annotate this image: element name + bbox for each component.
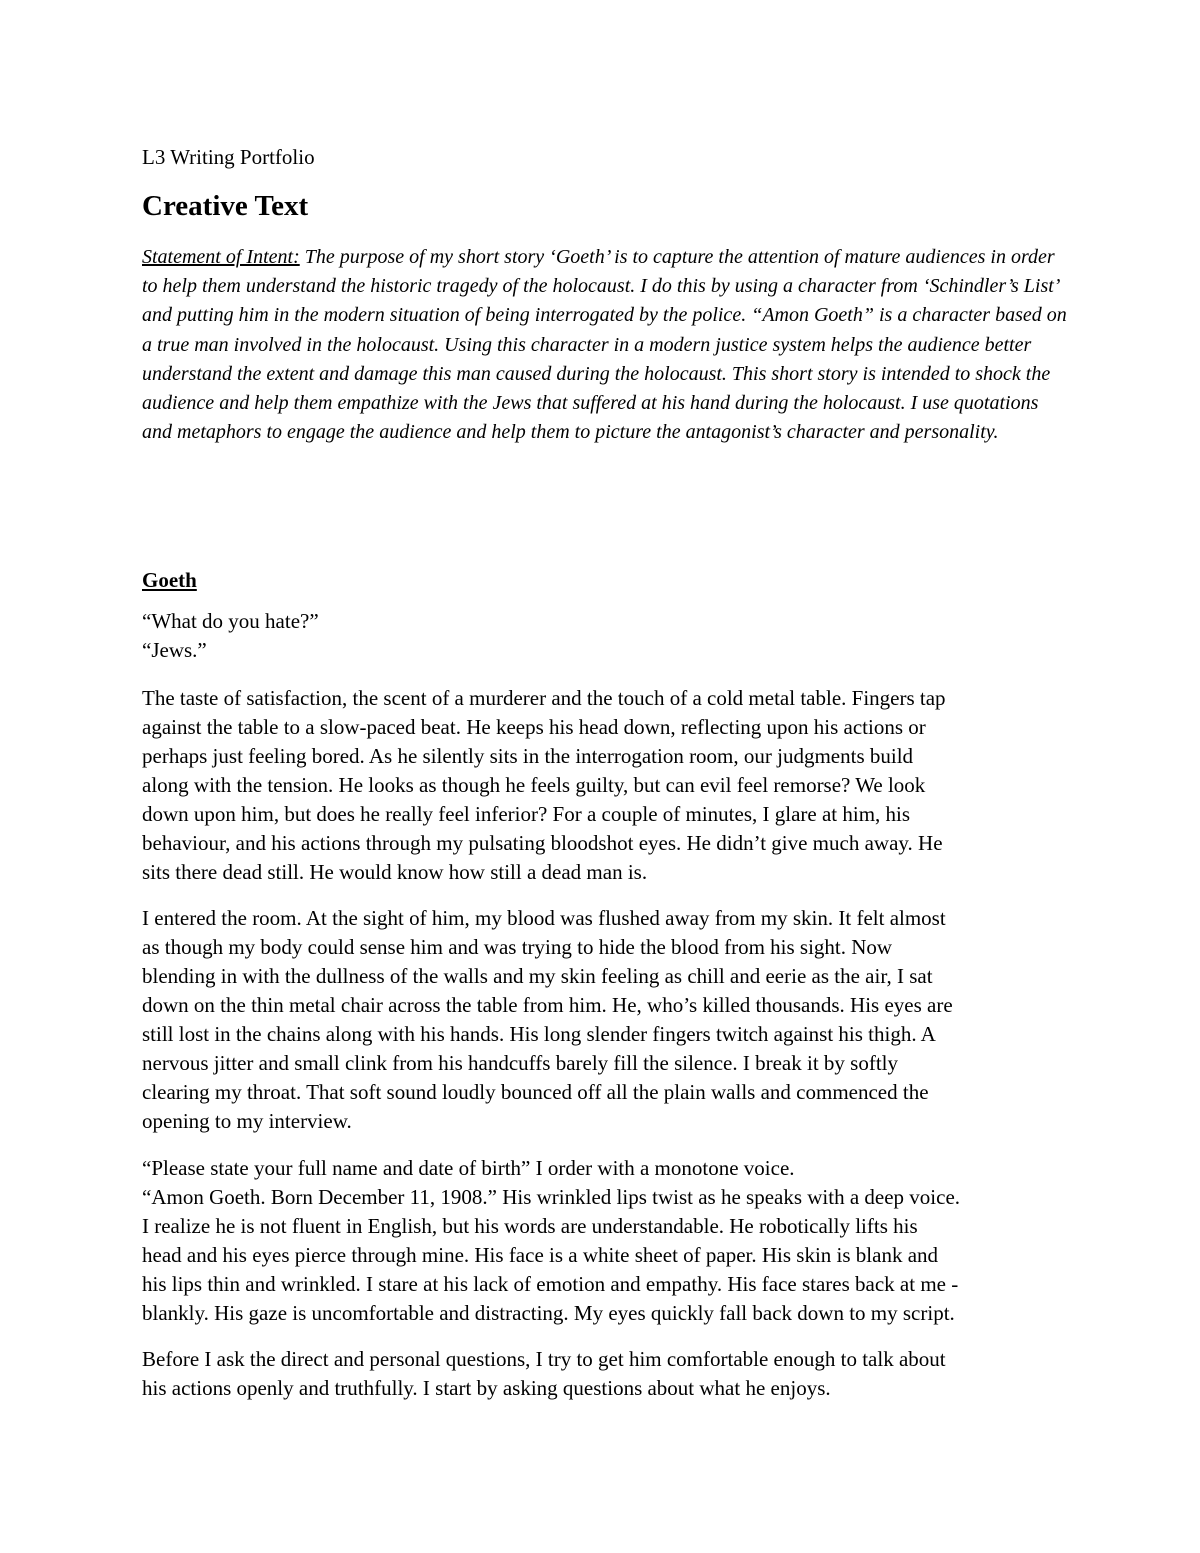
text-line: along with the tension. He looks as though he feels guilty, but can evil feel remorse? We look	[142, 773, 926, 797]
text-line: I entered the room. At the sight of him, my blood was flushed away from my skin. It felt almost	[142, 906, 946, 930]
text-line: still lost in the chains along with his hands. His long slender fingers twitch against his thigh. A	[142, 1022, 936, 1046]
text-line: I realize he is not fluent in English, but his words are understandable. He robotically lifts his	[142, 1214, 918, 1238]
text-line: his actions openly and truthfully. I start by asking questions about what he enjoys.	[142, 1376, 831, 1400]
text-line: nervous jitter and small clink from his handcuffs barely fill the silence. I break it by softly	[142, 1051, 898, 1075]
text-line: opening to my interview.	[142, 1109, 352, 1133]
dialogue-line-question: “What do you hate?”	[142, 609, 319, 633]
text-line: down on the thin metal chair across the table from him. He, who’s killed thousands. His eyes are	[142, 993, 953, 1017]
text-line: perhaps just feeling bored. As he silently sits in the interrogation room, our judgments build	[142, 744, 914, 768]
portfolio-header: L3 Writing Portfolio	[142, 145, 315, 169]
text-line: down upon him, but does he really feel inferior? For a couple of minutes, I glare at him, his	[142, 802, 911, 826]
text-line: Before I ask the direct and personal questions, I try to get him comfortable enough to talk about	[142, 1347, 946, 1371]
statement-label: Statement of Intent:	[142, 246, 300, 268]
text-line: blending in with the dullness of the walls and my skin feeling as chill and eerie as the air, I sat	[142, 964, 933, 988]
dialogue-line-answer: “Jews.”	[142, 638, 207, 662]
text-line: against the table to a slow-paced beat. He keeps his head down, reflecting upon his actions or	[142, 715, 926, 739]
text-line: The taste of satisfaction, the scent of a murderer and the touch of a cold metal table. Fingers tap	[142, 686, 946, 710]
text-line: his lips thin and wrinkled. I stare at his lack of emotion and empathy. His face stares back at me -	[142, 1272, 959, 1296]
statement-text: The purpose of my short story ‘Goeth’ is to capture the attention of mature audiences in order to help them understand the historic tragedy of the holocaust. I do this by using a character from ‘Schindler’s List’ and putting him in the modern situation of being interrogated by the police. “Amon Goeth” is a character based on a true man involved in the holocaust. Using this character in a modern justice system helps the audience better understand the extent and damage this man caused during the holocaust. This short story is intended to shock the audience and help them empathize with the Jews that suffered at his hand during the holocaust. I use quotations and metaphors to engage the audience and help them to picture the antagonist’s character and personality.	[142, 246, 1067, 444]
text-line: sits there dead still. He would know how still a dead man is.	[142, 860, 648, 884]
text-line: clearing my throat. That soft sound loudly bounced off all the plain walls and commenced the	[142, 1080, 929, 1104]
text-line: “Please state your full name and date of birth” I order with a monotone voice.	[142, 1156, 795, 1180]
paragraph-3	[142, 1154, 1077, 1328]
statement-of-intent	[142, 243, 1072, 447]
paragraph-2	[142, 904, 1077, 1136]
story-title: Goeth	[142, 568, 197, 592]
text-line: behaviour, and his actions through my pulsating bloodshot eyes. He didn’t give much away. He	[142, 831, 943, 855]
paragraph-4	[142, 1345, 1077, 1403]
page-title: Creative Text	[142, 190, 309, 222]
text-line: head and his eyes pierce through mine. His face is a white sheet of paper. His skin is blank and	[142, 1243, 939, 1267]
paragraph-1	[142, 684, 1077, 887]
text-line: as though my body could sense him and was trying to hide the blood from his sight. Now	[142, 935, 893, 959]
text-line: “Amon Goeth. Born December 11, 1908.” His wrinkled lips twist as he speaks with a deep voice.	[142, 1185, 961, 1209]
text-line: blankly. His gaze is uncomfortable and distracting. My eyes quickly fall back down to my script.	[142, 1301, 955, 1325]
